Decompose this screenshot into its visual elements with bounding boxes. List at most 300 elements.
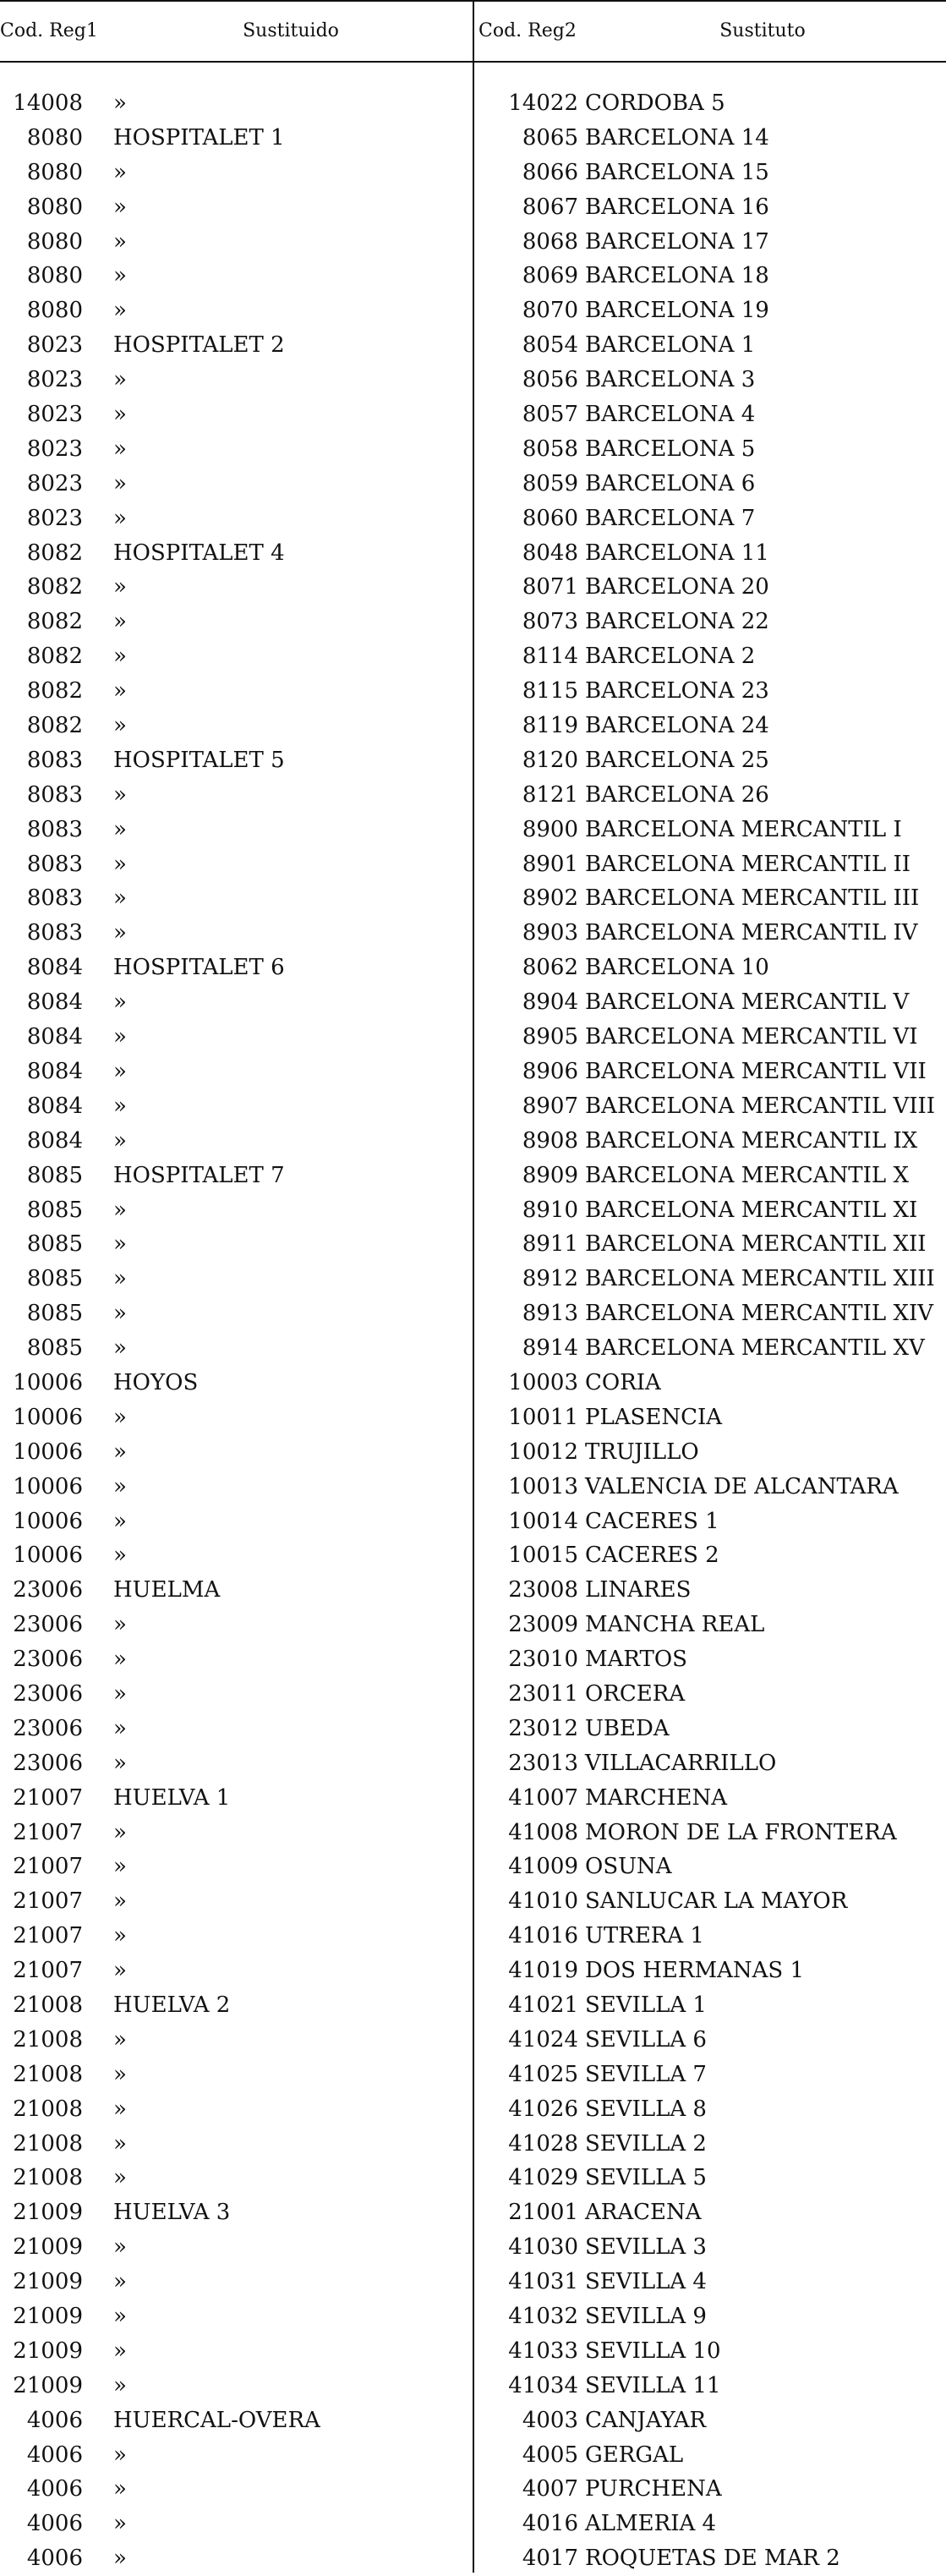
cod-reg2-cell: 4005 — [522, 2442, 578, 2468]
cod-reg2-cell: 23013 — [508, 1750, 578, 1776]
sustituido-cell: » — [113, 2442, 127, 2468]
sustituido-cell: » — [113, 2096, 127, 2122]
sustituido-cell: » — [113, 1301, 127, 1327]
table-row — [0, 674, 946, 709]
cod-reg1-cell: 8083 — [26, 885, 83, 912]
sustituido-cell: » — [113, 194, 127, 220]
sustituto-cell: PURCHENA — [585, 2476, 722, 2502]
cod-reg2-cell: 8913 — [522, 1301, 578, 1327]
cod-reg1-cell: 23006 — [13, 1680, 83, 1707]
sustituto-cell: BARCELONA 17 — [585, 228, 769, 255]
sustituto-cell: SEVILLA 5 — [585, 2165, 707, 2191]
cod-reg1-cell: 21008 — [13, 2061, 83, 2087]
cod-reg2-cell: 8906 — [522, 1058, 578, 1084]
cod-reg1-cell: 8085 — [26, 1266, 83, 1292]
cod-reg1-cell: 14008 — [13, 90, 83, 116]
table-row — [0, 1159, 946, 1193]
cod-reg1-cell: 10006 — [13, 1508, 83, 1534]
cod-reg1-cell: 10006 — [13, 1439, 83, 1465]
sustituido-cell: » — [113, 298, 127, 324]
table-row — [0, 2369, 946, 2403]
cod-reg1-cell: 8082 — [26, 609, 83, 635]
table-row — [0, 2541, 946, 2576]
cod-reg1-cell: 8080 — [26, 194, 83, 220]
sustituido-cell: » — [113, 2372, 127, 2398]
sustituido-cell: » — [113, 1024, 127, 1050]
sustituido-cell: » — [113, 1923, 127, 1949]
cod-reg1-cell: 21009 — [13, 2269, 83, 2295]
header-sustituido: Sustituido — [243, 20, 339, 41]
cod-reg2-cell: 8120 — [522, 747, 578, 773]
cod-reg1-cell: 8082 — [26, 540, 83, 566]
sustituido-cell: » — [113, 90, 127, 116]
cod-reg1-cell: 4006 — [26, 2511, 83, 2537]
sustituto-cell: BARCELONA 25 — [585, 747, 769, 773]
cod-reg1-cell: 8082 — [26, 644, 83, 670]
cod-reg1-cell: 23006 — [13, 1612, 83, 1638]
table-row — [0, 2161, 946, 2195]
cod-reg2-cell: 10015 — [508, 1543, 578, 1569]
sustituido-cell: HUELVA 2 — [113, 1992, 231, 2018]
sustituido-cell: » — [113, 263, 127, 289]
cod-reg1-cell: 21009 — [13, 2200, 83, 2226]
sustituto-cell: ORCERA — [585, 1680, 686, 1707]
sustituido-cell: » — [113, 1958, 127, 1984]
table-row — [0, 778, 946, 813]
sustituto-cell: BARCELONA MERCANTIL XI — [585, 1197, 918, 1223]
cod-reg2-cell: 4003 — [522, 2407, 578, 2433]
cod-reg2-cell: 4017 — [522, 2546, 578, 2572]
table-row — [0, 2058, 946, 2092]
sustituto-cell: SEVILLA 7 — [585, 2061, 707, 2087]
table-row — [0, 225, 946, 260]
sustituido-cell: » — [113, 2338, 127, 2364]
table-row — [0, 1677, 946, 1712]
sustituido-cell: » — [113, 1404, 127, 1430]
table-row — [0, 467, 946, 501]
table-row — [0, 190, 946, 225]
sustituto-cell: SEVILLA 9 — [585, 2304, 707, 2329]
sustituido-cell: » — [113, 885, 127, 912]
sustituido-cell: HUELVA 3 — [113, 2200, 231, 2226]
cod-reg2-cell: 8909 — [522, 1162, 578, 1188]
table-row — [0, 1642, 946, 1677]
sustituto-cell: SEVILLA 2 — [585, 2130, 707, 2157]
cod-reg1-cell: 21008 — [13, 1992, 83, 2018]
sustituido-cell: » — [113, 1439, 127, 1465]
cod-reg2-cell: 8114 — [522, 644, 578, 670]
cod-reg1-cell: 4006 — [26, 2476, 83, 2502]
cod-reg2-cell: 41010 — [508, 1888, 578, 1915]
sustituido-cell: HOSPITALET 5 — [113, 747, 285, 773]
sustituido-cell: HOSPITALET 1 — [113, 124, 285, 151]
cod-reg2-cell: 8914 — [522, 1335, 578, 1362]
table-row — [0, 813, 946, 847]
sustituto-cell: MORON DE LA FRONTERA — [585, 1819, 897, 1845]
cod-reg1-cell: 8083 — [26, 816, 83, 842]
table-row — [0, 743, 946, 778]
sustituto-cell: CACERES 1 — [585, 1508, 719, 1534]
sustituto-cell: BARCELONA MERCANTIL XIII — [585, 1266, 935, 1292]
sustituido-cell: HOSPITALET 4 — [113, 540, 285, 566]
sustituto-cell: BARCELONA 3 — [585, 367, 756, 393]
cod-reg2-cell: 10012 — [508, 1439, 578, 1465]
cod-reg2-cell: 8912 — [522, 1266, 578, 1292]
sustituto-cell: BARCELONA MERCANTIL X — [585, 1162, 909, 1188]
table-row — [0, 709, 946, 743]
table-row — [0, 916, 946, 951]
cod-reg2-cell: 8062 — [522, 955, 578, 981]
header-cod-reg2: Cod. Reg2 — [478, 20, 577, 41]
sustituto-cell: GERGAL — [585, 2442, 684, 2468]
table-row — [0, 2403, 946, 2438]
cod-reg2-cell: 8066 — [522, 159, 578, 185]
table-row — [0, 1919, 946, 1954]
cod-reg2-cell: 8060 — [522, 505, 578, 531]
cod-reg2-cell: 8902 — [522, 885, 578, 912]
sustituido-cell: » — [113, 436, 127, 462]
cod-reg1-cell: 8085 — [26, 1231, 83, 1258]
table-row — [0, 1470, 946, 1504]
sustituto-cell: BARCELONA MERCANTIL XV — [585, 1335, 925, 1362]
cod-reg1-cell: 8083 — [26, 920, 83, 946]
sustituto-cell: BARCELONA MERCANTIL IX — [585, 1127, 918, 1154]
cod-reg1-cell: 8023 — [26, 470, 83, 496]
sustituido-cell: » — [113, 2269, 127, 2295]
cod-reg1-cell: 8085 — [26, 1301, 83, 1327]
sustituto-cell: BARCELONA 1 — [585, 332, 756, 359]
cod-reg2-cell: 8056 — [522, 367, 578, 393]
cod-reg1-cell: 8023 — [26, 367, 83, 393]
table-row — [0, 2438, 946, 2473]
cod-reg1-cell: 21007 — [13, 1819, 83, 1845]
cod-reg1-cell: 21007 — [13, 1923, 83, 1949]
cod-reg1-cell: 21009 — [13, 2338, 83, 2364]
table-row — [0, 985, 946, 1020]
table-row — [0, 1850, 946, 1884]
cod-reg1-cell: 21008 — [13, 2165, 83, 2191]
sustituto-cell: SEVILLA 3 — [585, 2234, 707, 2261]
sustituto-cell: BARCELONA MERCANTIL V — [585, 989, 910, 1016]
cod-reg2-cell: 8115 — [522, 678, 578, 704]
cod-reg2-cell: 8911 — [522, 1231, 578, 1258]
cod-reg2-cell: 8900 — [522, 816, 578, 842]
table-row — [0, 1296, 946, 1331]
cod-reg1-cell: 8080 — [26, 124, 83, 151]
cod-reg1-cell: 8083 — [26, 747, 83, 773]
sustituto-cell: BARCELONA MERCANTIL II — [585, 851, 910, 877]
sustituto-cell: BARCELONA MERCANTIL VIII — [585, 1093, 936, 1119]
sustituido-cell: » — [113, 2304, 127, 2329]
sustituto-cell: BARCELONA 2 — [585, 644, 756, 670]
cod-reg2-cell: 23008 — [508, 1577, 578, 1603]
cod-reg1-cell: 8084 — [26, 1024, 83, 1050]
cod-reg2-cell: 41030 — [508, 2234, 578, 2261]
cod-reg1-cell: 8023 — [26, 332, 83, 359]
cod-reg1-cell: 4006 — [26, 2442, 83, 2468]
sustituto-cell: UBEDA — [585, 1715, 670, 1741]
cod-reg1-cell: 4006 — [26, 2407, 83, 2433]
table-row — [0, 951, 946, 985]
sustituido-cell: » — [113, 1508, 127, 1534]
table-row — [0, 2023, 946, 2058]
cod-reg2-cell: 8901 — [522, 851, 578, 877]
cod-reg2-cell: 41029 — [508, 2165, 578, 2191]
table-row — [0, 1538, 946, 1573]
table-row — [0, 1435, 946, 1470]
sustituto-cell: PLASENCIA — [585, 1404, 723, 1430]
cod-reg1-cell: 21008 — [13, 2026, 83, 2053]
cod-reg2-cell: 4007 — [522, 2476, 578, 2502]
cod-reg2-cell: 41021 — [508, 1992, 578, 2018]
table-row — [0, 570, 946, 605]
cod-reg2-cell: 8065 — [522, 124, 578, 151]
cod-reg1-cell: 23006 — [13, 1577, 83, 1603]
header-sustituto: Sustituto — [719, 20, 806, 41]
sustituto-cell: SEVILLA 6 — [585, 2026, 707, 2053]
cod-reg2-cell: 23012 — [508, 1715, 578, 1741]
table-row — [0, 1020, 946, 1055]
table-row — [0, 605, 946, 639]
cod-reg2-cell: 8910 — [522, 1197, 578, 1223]
sustituido-cell: » — [113, 989, 127, 1016]
sustituto-cell: BARCELONA 14 — [585, 124, 769, 151]
sustituido-cell: HOSPITALET 6 — [113, 955, 285, 981]
table-row — [0, 1400, 946, 1435]
cod-reg2-cell: 41026 — [508, 2096, 578, 2122]
cod-reg1-cell: 8085 — [26, 1197, 83, 1223]
table-row — [0, 397, 946, 432]
cod-reg1-cell: 21007 — [13, 1958, 83, 1984]
sustituido-cell: » — [113, 2130, 127, 2157]
sustituido-cell: » — [113, 470, 127, 496]
table-row — [0, 1573, 946, 1608]
sustituido-cell: » — [113, 1231, 127, 1258]
sustituto-cell: LINARES — [585, 1577, 692, 1603]
sustituido-cell: » — [113, 2511, 127, 2537]
sustituto-cell: MARCHENA — [585, 1784, 728, 1811]
table-row — [0, 639, 946, 674]
table-row — [0, 1746, 946, 1781]
cod-reg1-cell: 23006 — [13, 1750, 83, 1776]
cod-reg2-cell: 8070 — [522, 298, 578, 324]
cod-reg2-cell: 8119 — [522, 713, 578, 739]
sustituto-cell: MARTOS — [585, 1647, 687, 1673]
table-row — [0, 1262, 946, 1296]
cod-reg1-cell: 21007 — [13, 1888, 83, 1915]
sustituido-cell: » — [113, 781, 127, 808]
table-row — [0, 536, 946, 571]
sustituto-cell: BARCELONA 16 — [585, 194, 769, 220]
sustituido-cell: » — [113, 1543, 127, 1569]
cod-reg2-cell: 41009 — [508, 1854, 578, 1880]
sustituto-cell: ALMERIA 4 — [585, 2511, 717, 2537]
table-row — [0, 1608, 946, 1642]
sustituido-cell: HOSPITALET 7 — [113, 1162, 285, 1188]
cod-reg2-cell: 8059 — [522, 470, 578, 496]
sustituido-cell: HUELVA 1 — [113, 1784, 231, 1811]
table-row — [0, 363, 946, 397]
sustituido-cell: » — [113, 159, 127, 185]
table-row — [0, 259, 946, 293]
sustituto-cell: BARCELONA 4 — [585, 402, 756, 428]
cod-reg1-cell: 10006 — [13, 1404, 83, 1430]
sustituto-cell: CACERES 2 — [585, 1543, 719, 1569]
sustituto-cell: BARCELONA 5 — [585, 436, 756, 462]
table-row — [0, 2265, 946, 2299]
sustituto-cell: BARCELONA 23 — [585, 678, 769, 704]
cod-reg1-cell: 4006 — [26, 2546, 83, 2572]
cod-reg2-cell: 41008 — [508, 1819, 578, 1845]
sustituto-cell: BARCELONA MERCANTIL XIV — [585, 1301, 934, 1327]
table-row — [0, 1712, 946, 1746]
cod-reg2-cell: 41033 — [508, 2338, 578, 2364]
cod-reg1-cell: 8084 — [26, 1093, 83, 1119]
sustituido-cell: » — [113, 2546, 127, 2572]
cod-reg1-cell: 8023 — [26, 402, 83, 428]
cod-reg1-cell: 10006 — [13, 1473, 83, 1499]
sustituido-cell: » — [113, 1819, 127, 1845]
table-row — [0, 293, 946, 328]
sustituto-cell: BARCELONA 15 — [585, 159, 769, 185]
cod-reg2-cell: 41034 — [508, 2372, 578, 2398]
cod-reg1-cell: 10006 — [13, 1369, 83, 1395]
sustituto-cell: SEVILLA 1 — [585, 1992, 707, 2018]
cod-reg2-cell: 8057 — [522, 402, 578, 428]
cod-reg1-cell: 8082 — [26, 574, 83, 600]
cod-reg1-cell: 8080 — [26, 228, 83, 255]
cod-reg1-cell: 21009 — [13, 2234, 83, 2261]
sustituto-cell: BARCELONA 26 — [585, 781, 769, 808]
sustituto-cell: BARCELONA 24 — [585, 713, 769, 739]
cod-reg1-cell: 8083 — [26, 781, 83, 808]
cod-reg1-cell: 8084 — [26, 1058, 83, 1084]
sustituido-cell: » — [113, 1715, 127, 1741]
table-row — [0, 1988, 946, 2023]
cod-reg2-cell: 8904 — [522, 989, 578, 1016]
cod-reg1-cell: 23006 — [13, 1647, 83, 1673]
sustituto-cell: BARCELONA MERCANTIL IV — [585, 920, 918, 946]
cod-reg2-cell: 8067 — [522, 194, 578, 220]
sustituido-cell: » — [113, 1127, 127, 1154]
table-row — [0, 121, 946, 156]
sustituto-cell: BARCELONA MERCANTIL I — [585, 816, 902, 842]
sustituido-cell: » — [113, 1335, 127, 1362]
sustituto-cell: BARCELONA MERCANTIL III — [585, 885, 920, 912]
sustituto-cell: CORIA — [585, 1369, 661, 1395]
sustituto-cell: BARCELONA 20 — [585, 574, 769, 600]
cod-reg2-cell: 8907 — [522, 1093, 578, 1119]
sustituido-cell: » — [113, 920, 127, 946]
sustituido-cell: » — [113, 2476, 127, 2502]
cod-reg1-cell: 21008 — [13, 2096, 83, 2122]
cod-reg2-cell: 8069 — [522, 263, 578, 289]
cod-reg1-cell: 8080 — [26, 263, 83, 289]
sustituido-cell: » — [113, 1058, 127, 1084]
sustituto-cell: BARCELONA 11 — [585, 540, 769, 566]
sustituido-cell: » — [113, 1680, 127, 1707]
table-row — [0, 847, 946, 882]
cod-reg2-cell: 23010 — [508, 1647, 578, 1673]
cod-reg2-cell: 4016 — [522, 2511, 578, 2537]
table-row — [0, 156, 946, 190]
sustituido-cell: » — [113, 2026, 127, 2053]
table-row — [0, 1089, 946, 1124]
table-row — [0, 1055, 946, 1089]
cod-reg2-cell: 8068 — [522, 228, 578, 255]
sustituido-cell: » — [113, 367, 127, 393]
cod-reg1-cell: 8084 — [26, 1127, 83, 1154]
table-row — [0, 1124, 946, 1159]
table-row — [0, 2299, 946, 2334]
sustituido-cell: » — [113, 1093, 127, 1119]
sustituido-cell: » — [113, 574, 127, 600]
cod-reg1-cell: 8084 — [26, 989, 83, 1016]
sustituido-cell: » — [113, 816, 127, 842]
cod-reg1-cell: 23006 — [13, 1715, 83, 1741]
cod-reg1-cell: 21008 — [13, 2130, 83, 2157]
table-row — [0, 1504, 946, 1539]
cod-reg2-cell: 21001 — [508, 2200, 578, 2226]
table-row — [0, 2195, 946, 2230]
cod-reg2-cell: 8121 — [522, 781, 578, 808]
cod-reg2-cell: 8054 — [522, 332, 578, 359]
cod-reg1-cell: 21007 — [13, 1854, 83, 1880]
table-row — [0, 2092, 946, 2127]
table-row — [0, 2472, 946, 2507]
table-row — [0, 2230, 946, 2265]
cod-reg1-cell: 8084 — [26, 955, 83, 981]
cod-reg2-cell: 41031 — [508, 2269, 578, 2295]
table-row — [0, 2127, 946, 2162]
sustituido-cell: » — [113, 2061, 127, 2087]
sustituto-cell: OSUNA — [585, 1854, 672, 1880]
table-row — [0, 2507, 946, 2541]
sustituto-cell: BARCELONA 7 — [585, 505, 756, 531]
table-body — [0, 86, 946, 2576]
cod-reg1-cell: 8085 — [26, 1335, 83, 1362]
sustituto-cell: SEVILLA 4 — [585, 2269, 707, 2295]
cod-reg2-cell: 10014 — [508, 1508, 578, 1534]
sustituido-cell: » — [113, 1888, 127, 1915]
sustituto-cell: CANJAYAR — [585, 2407, 707, 2433]
table-row — [0, 1781, 946, 1816]
table-row — [0, 1227, 946, 1262]
sustituto-cell: SEVILLA 11 — [585, 2372, 721, 2398]
sustituto-cell: SEVILLA 10 — [585, 2338, 721, 2364]
table-row — [0, 1816, 946, 1850]
sustituido-cell: » — [113, 851, 127, 877]
cod-reg2-cell: 8048 — [522, 540, 578, 566]
cod-reg2-cell: 41032 — [508, 2304, 578, 2329]
sustituto-cell: BARCELONA 19 — [585, 298, 769, 324]
sustituto-cell: VALENCIA DE ALCANTARA — [585, 1473, 899, 1499]
sustituido-cell: » — [113, 609, 127, 635]
sustituido-cell: » — [113, 2234, 127, 2261]
cod-reg1-cell: 8080 — [26, 298, 83, 324]
sustituido-cell: » — [113, 1197, 127, 1223]
sustituido-cell: » — [113, 1647, 127, 1673]
cod-reg1-cell: 8082 — [26, 678, 83, 704]
sustituido-cell: » — [113, 402, 127, 428]
sustituto-cell: SEVILLA 8 — [585, 2096, 707, 2122]
sustituto-cell: SANLUCAR LA MAYOR — [585, 1888, 848, 1915]
sustituto-cell: ARACENA — [585, 2200, 702, 2226]
table-row — [0, 1954, 946, 1988]
table-row — [0, 1193, 946, 1228]
sustituido-cell: HOSPITALET 2 — [113, 332, 285, 359]
sustituto-cell: BARCELONA 6 — [585, 470, 756, 496]
